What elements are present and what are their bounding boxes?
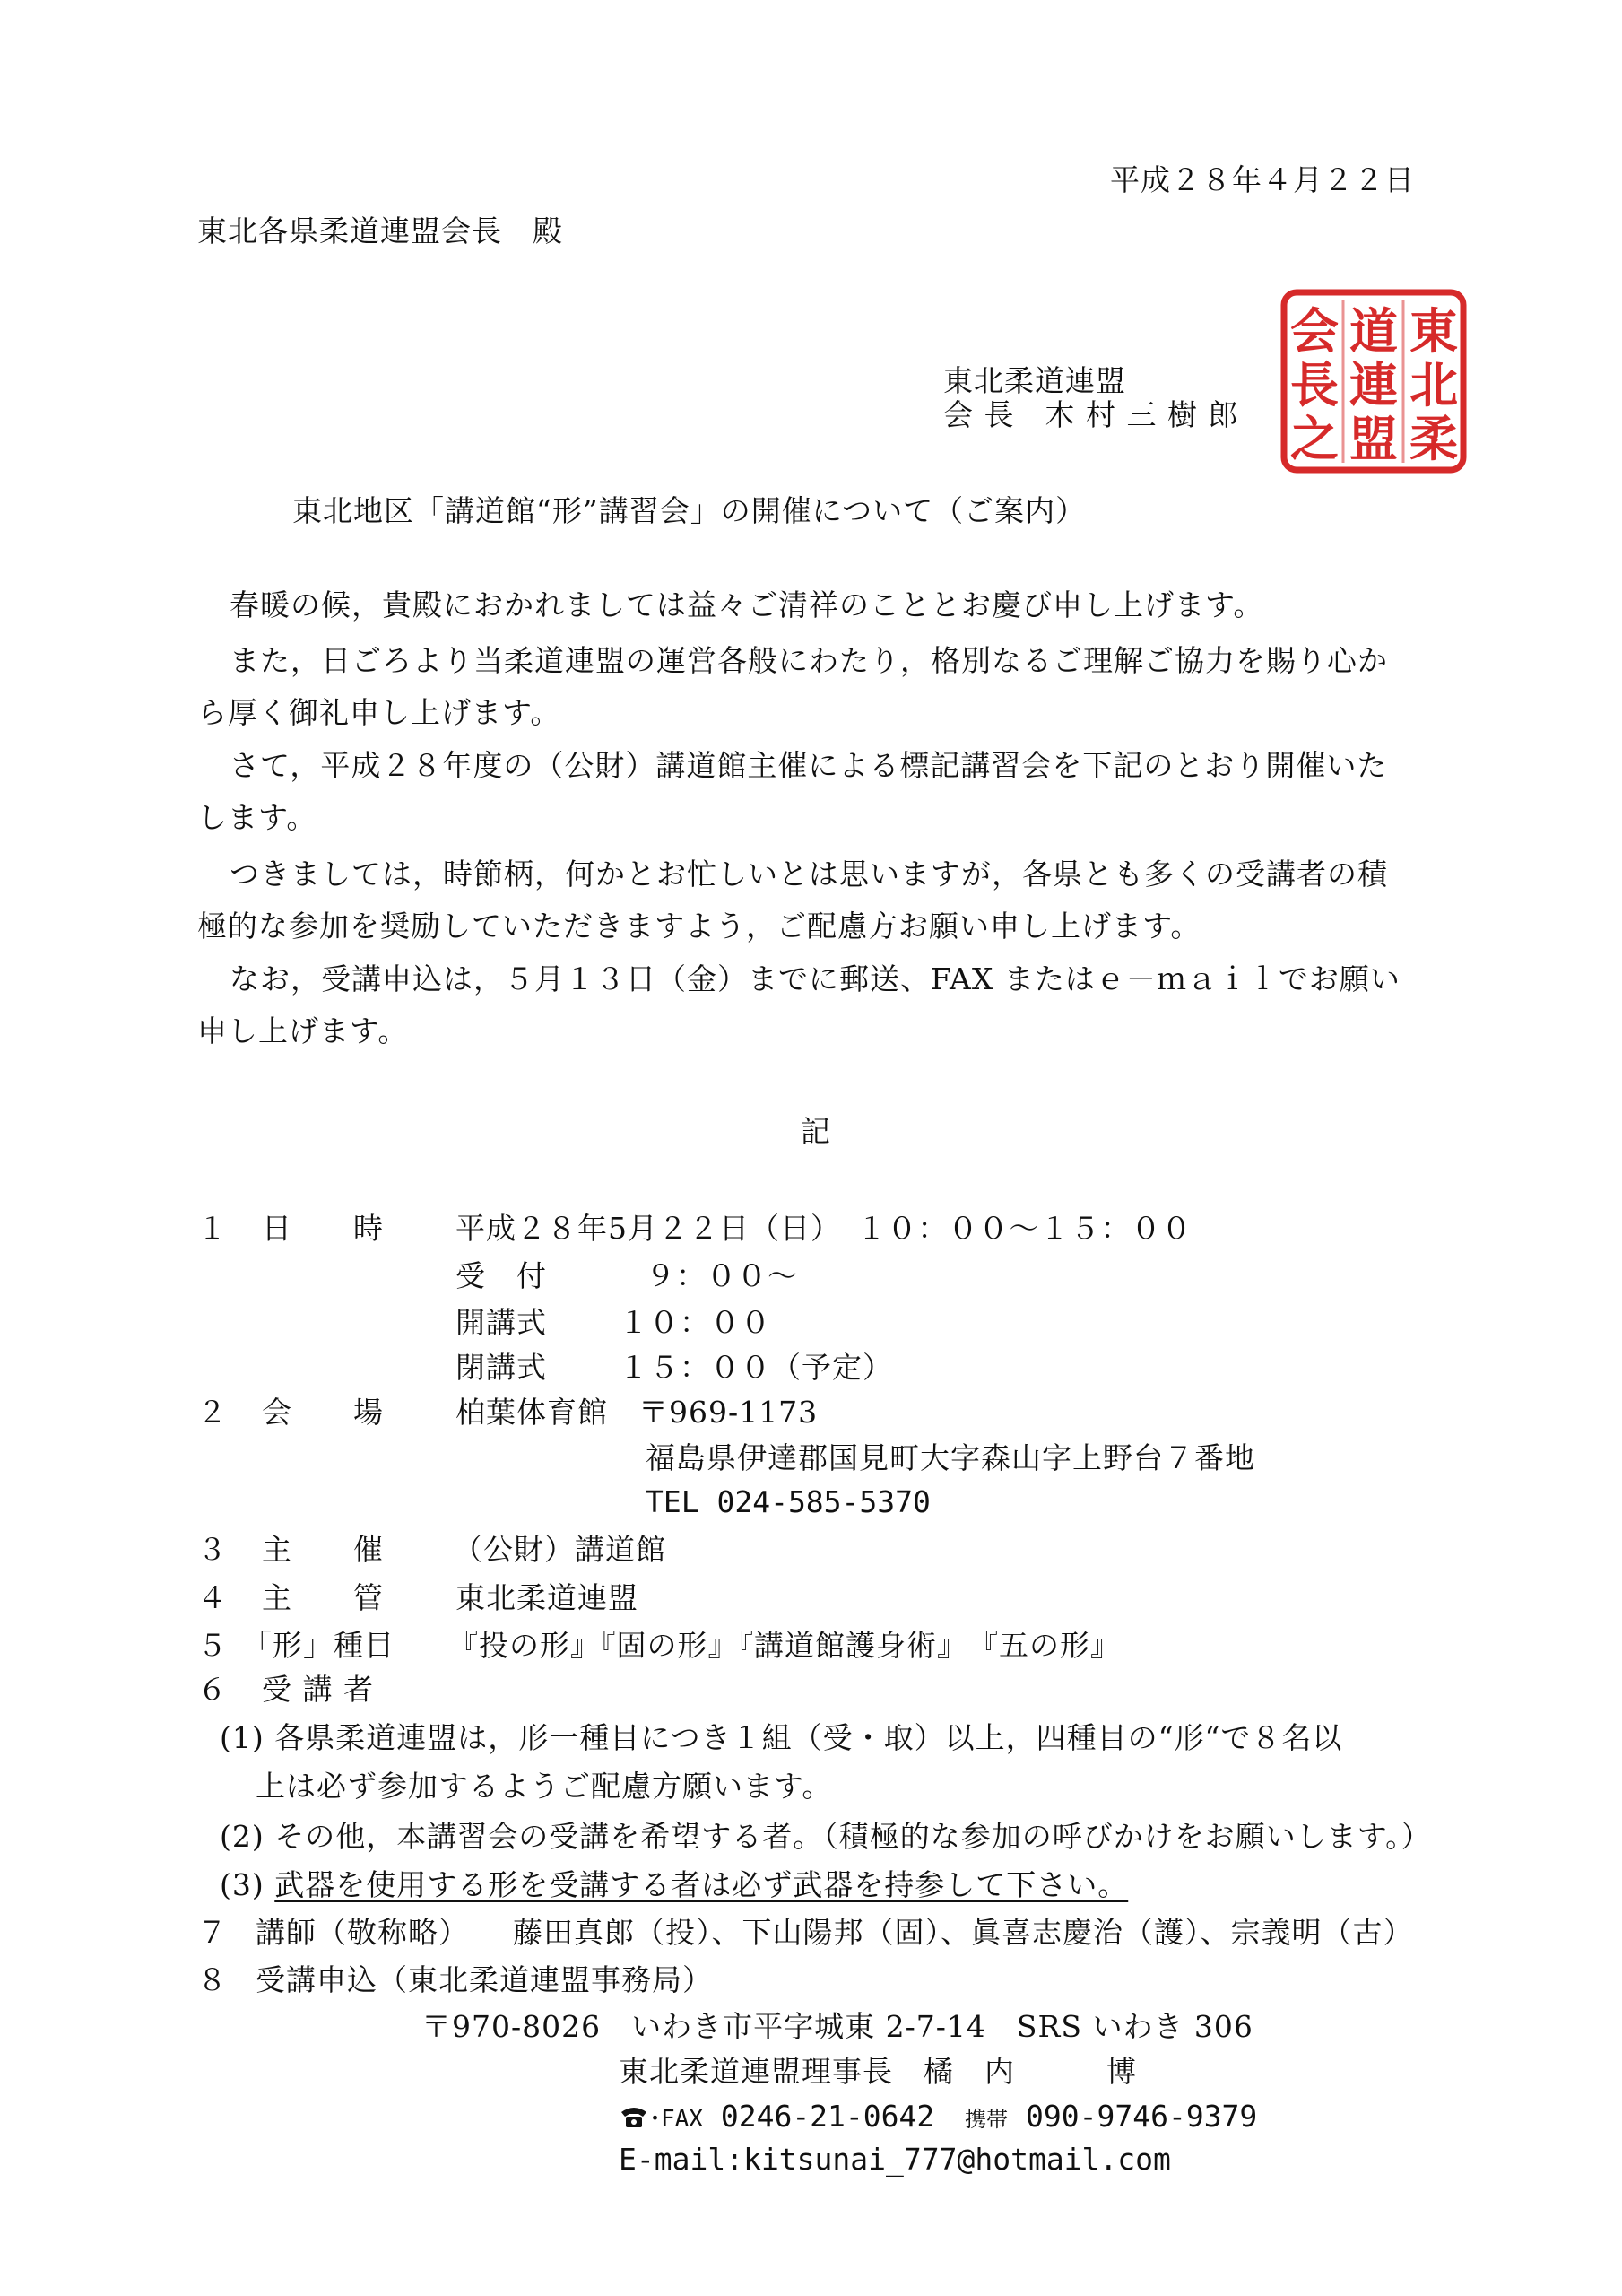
- sub-value: １５：００（予定）: [619, 1350, 893, 1385]
- sub-label: 開講式: [455, 1305, 547, 1340]
- seal-char: 連: [1349, 356, 1398, 413]
- telephone-icon: [619, 2103, 649, 2130]
- seal-char: 会: [1290, 302, 1339, 360]
- mobile-number: 090-9746-9379: [1026, 2099, 1258, 2134]
- participants-note-1: (1) 各県柔道連盟は，形一種目につき１組（受・取）以上，四種目の“形“で８名以: [220, 1720, 1343, 1755]
- item-value: 柏葉体育館 〒969-1173: [455, 1395, 819, 1430]
- subject-title: 東北地区「講道館“形”講習会」の開催について（ご案内）: [292, 493, 1087, 528]
- participants-note-2: (2) その他，本講習会の受講を希望する者。（積極的な参加の呼びかけをお願いします。）: [220, 1819, 1432, 1854]
- body-line: また，日ごろより当柔道連盟の運営各般にわたり，格別なるご理解ご協力を賜り心か: [230, 643, 1388, 678]
- item-value: 『投の形』『固の形』『講道館護身術』 『五の形』: [448, 1628, 1121, 1663]
- sub-label: 閉講式: [455, 1350, 547, 1385]
- item-label: 「形」種目: [242, 1628, 395, 1663]
- item-label: 受 講 者: [262, 1672, 374, 1707]
- item-value: （公財）講道館: [453, 1532, 666, 1567]
- body-line: します。: [197, 800, 317, 835]
- seal-char: 長: [1290, 356, 1339, 413]
- item-label: 主 管: [262, 1580, 384, 1615]
- note-3-underlined: 武器を使用する形を受講する者は必ず武器を持参して下さい。: [274, 1867, 1129, 1902]
- item-number: ４: [197, 1580, 228, 1615]
- body-line: ら厚く御礼申し上げます。: [197, 695, 561, 730]
- body-line: つきましては，時節柄，何かとお忙しいとは思いますが，各県とも多くの受講者の積: [230, 857, 1388, 891]
- item-number: ５: [197, 1628, 228, 1663]
- note-3-number: (3): [220, 1867, 275, 1902]
- body-line: さて，平成２８年度の（公財）講道館主催による標記講習会を下記のとおり開催いた: [230, 748, 1388, 783]
- body-line: 極的な参加を奨励していただきますよう，ご配慮方お願い申し上げます。: [197, 909, 1201, 944]
- phone-fax-line: [619, 2099, 1257, 2137]
- item-number: １: [197, 1211, 228, 1246]
- item-number: ７: [197, 1915, 228, 1950]
- sub-value: １０：００: [619, 1305, 771, 1340]
- item-value: 平成２８年5月２２日（日） １０：００～１５：００: [455, 1211, 1193, 1246]
- seal-char: 之: [1290, 410, 1339, 467]
- item-label: 受講申込（東北柔道連盟事務局）: [256, 1962, 713, 1997]
- item-number: ６: [197, 1672, 228, 1707]
- body-line: 春暖の候，貴殿におかれましては益々ご清祥のこととお慶び申し上げます。: [230, 587, 1264, 622]
- addressee: 東北各県柔道連盟会長 殿: [197, 213, 563, 248]
- fax-number: 0246-21-0642: [720, 2099, 935, 2134]
- official-seal-stamp: [1280, 289, 1467, 474]
- item-number: ８: [197, 1962, 228, 1997]
- item-number: ２: [197, 1395, 228, 1430]
- sender-org: 東北柔道連盟: [943, 363, 1126, 398]
- participants-note-3: [220, 1867, 1128, 1903]
- sub-value: ９：００～: [646, 1258, 798, 1293]
- contact-email: E-mail:kitsunai_777@hotmail.com: [619, 2142, 1171, 2177]
- sender-title-name: 会 長 木 村 三 樹 郎: [943, 397, 1239, 432]
- body-line: なお，受講申込は，５月１３日（金）までに郵送、FAX またはｅ－ｍａｉｌでお願い: [230, 961, 1401, 996]
- sub-label: 受 付: [455, 1258, 547, 1293]
- venue-tel: TEL 024-585-5370: [646, 1484, 931, 1519]
- item-label: 主 催: [262, 1532, 384, 1567]
- seal-char: 柔: [1409, 410, 1458, 467]
- mobile-label: 携帯: [965, 2107, 1009, 2132]
- body-line: 申し上げます。: [197, 1013, 409, 1048]
- document-date: 平成２８年４月２２日: [1110, 162, 1415, 197]
- seal-char: 東: [1409, 302, 1458, 360]
- item-value: 東北柔道連盟: [455, 1580, 638, 1615]
- item-label: 会 場: [262, 1395, 384, 1430]
- seal-char: 北: [1409, 356, 1458, 413]
- item-label: 講師（敬称略）: [256, 1915, 469, 1950]
- office-person: 東北柔道連盟理事長 橘 内 博: [619, 2054, 1137, 2089]
- office-address: 〒970-8026 いわき市平字城東 2-7-14 SRS いわき 306: [421, 2009, 1253, 2044]
- seal-char: 盟: [1349, 410, 1398, 467]
- fax-label: ･FAX: [649, 2106, 703, 2133]
- item-value: 藤田真郎（投）、下山陽邦（固）、眞喜志慶治（護）、宗義明（古）: [513, 1915, 1414, 1950]
- item-number: ３: [197, 1532, 228, 1567]
- venue-address: 福島県伊達郡国見町大字森山字上野台７番地: [646, 1440, 1255, 1475]
- seal-char: 道: [1349, 302, 1398, 360]
- participants-note-1-cont: 上は必ず参加するようご配慮方願います。: [256, 1769, 833, 1804]
- item-label: 日 時: [262, 1211, 384, 1246]
- ki-heading: 記: [801, 1114, 831, 1149]
